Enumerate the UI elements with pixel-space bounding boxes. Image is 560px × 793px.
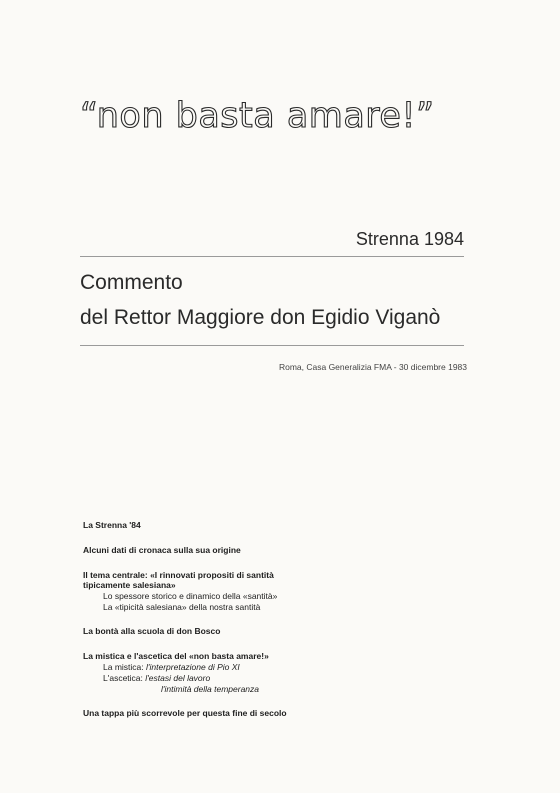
toc-heading — [83, 570, 483, 590]
toc-subsection-group — [83, 591, 483, 613]
toc-subitem-text: l'interpretazione di Pio XI — [146, 662, 240, 672]
toc-heading-line: Il tema centrale: «I rinnovati propositi di santità — [83, 570, 274, 580]
toc-subsection-group — [83, 662, 483, 695]
toc-heading: La Strenna '84 — [83, 520, 141, 530]
subtitle-line-1: Commento — [80, 271, 183, 294]
table-of-contents — [83, 520, 483, 733]
toc-subitem: Lo spessore storico e dinamico della «santità» — [103, 591, 278, 601]
toc-subitem-label: L'ascetica: — [103, 673, 143, 683]
toc-subitem: La «tipicità salesiana» della nostra santità — [103, 602, 261, 612]
divider-bottom — [80, 345, 464, 346]
toc-subitem-text: l'intimità della temperanza — [161, 684, 260, 694]
toc-heading: Alcuni dati di cronaca sulla sua origine — [83, 545, 241, 555]
toc-subitem-label: La mistica: — [103, 662, 144, 672]
toc-subitem — [103, 662, 483, 673]
subtitle-line-2: del Rettor Maggiore don Egidio Viganò — [80, 306, 441, 329]
divider-top — [80, 256, 464, 257]
toc-heading: Una tappa più scorrevole per questa fine di secolo — [83, 708, 287, 718]
toc-heading: La bontà alla scuola di don Bosco — [83, 626, 221, 636]
toc-heading-line: tipicamente salesiana» — [83, 580, 176, 590]
strenna-year: Strenna 1984 — [355, 229, 464, 249]
toc-heading: La mistica e l'ascetica del «non basta amare!» — [83, 651, 269, 661]
place-date: Roma, Casa Generalizia FMA - 30 dicembre 1983 — [278, 362, 467, 372]
toc-subitem-text: l'estasi del lavoro — [145, 673, 211, 683]
document-title: “non basta amare!” — [80, 96, 435, 136]
toc-subitem — [161, 684, 483, 695]
toc-subitem — [103, 673, 483, 684]
